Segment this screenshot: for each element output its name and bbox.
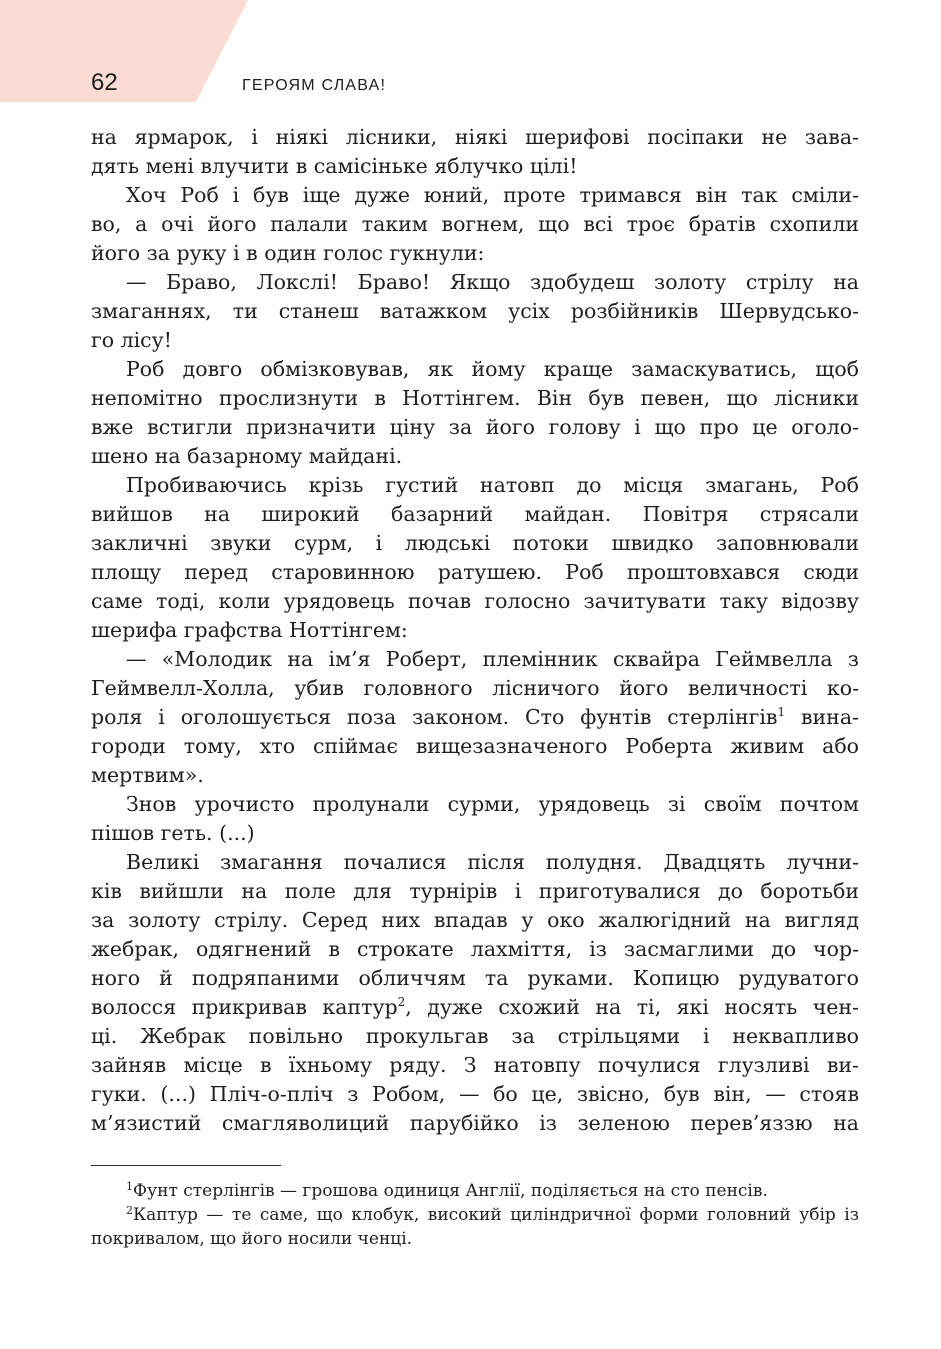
text-line: пішов геть. (...) xyxy=(91,821,255,845)
text-line: ці. Жебрак повільно прокульгав за стрільцями і неквапливо xyxy=(91,1024,859,1048)
story-text xyxy=(91,123,859,1138)
text-line: ного й подряпаними обличчям та руками. Копицю рудуватого xyxy=(91,966,859,990)
text-line: Роб довго обмізковував, як йому краще замаскуватись, щоб xyxy=(126,357,859,381)
text-line: шерифа графства Ноттінгем: xyxy=(91,618,408,642)
text-line: — «Молодик на ім’я Роберт, племінник сквайра Геймвелла з xyxy=(126,647,859,671)
footnote-text: Каптур — те саме, що клобук, високий циліндричної форми головний убір із xyxy=(133,1205,859,1225)
footnote-divider xyxy=(91,1165,281,1166)
text-line: вже встигли призначити ціну за його голову і що про це оголо- xyxy=(91,415,859,439)
text-line: жебрак, одягнений в строкате лахміття, із засмаглими до чор- xyxy=(91,937,859,961)
text-line: ків вийшли на поле для турнірів і приготувалися до боротьби xyxy=(91,879,859,903)
text-line: гуки. (...) Пліч-о-пліч з Робом, — бо це, звісно, був він, — стояв xyxy=(91,1082,859,1106)
footnote-text: Фунт стерлінгів — грошова одиниця Англії, поділяється на сто пенсів. xyxy=(133,1181,768,1201)
footnote-number: 1 xyxy=(126,1180,133,1193)
text-line: на ярмарок, і ніякі лісники, ніякі шерифові посіпаки не зава- xyxy=(91,125,859,149)
text-line: змаганнях, ти станеш ватажком усіх розбійників Шервудсько- xyxy=(91,299,859,323)
text-line: площу перед старовинною ратушею. Роб проштовхався сюди xyxy=(91,560,859,584)
text-fragment: вина- xyxy=(800,705,859,729)
footnote-marker: 2 xyxy=(397,995,406,1009)
text-line xyxy=(91,703,859,732)
text-fragment: , дуже схожий на ті, які носять чен- xyxy=(405,995,859,1019)
text-line: Хоч Роб і був іще дуже юний, проте тримався він так сміли- xyxy=(126,183,859,207)
text-line: городи тому, хто спіймає вищезазначеного Роберта живим або xyxy=(91,734,859,758)
footnote-number: 2 xyxy=(126,1204,133,1217)
footnote-2 xyxy=(91,1203,859,1227)
text-line: мертвим». xyxy=(91,763,204,787)
footnote-marker: 1 xyxy=(777,705,786,719)
text-line: м’язистий смагляволиций парубійко із зеленою перев’яззю на xyxy=(91,1111,859,1135)
text-line xyxy=(91,993,859,1022)
page-number: 62 xyxy=(91,69,118,96)
text-line: зайняв місце в їхньому ряду. З натовпу почулися глузливі ви- xyxy=(91,1053,859,1077)
text-line: во, а очі його палали таким вогнем, що всі троє братів схопили xyxy=(91,212,859,236)
text-line: — Браво, Локслі! Браво! Якщо здобудеш золоту стрілу на xyxy=(126,270,859,294)
text-line: за золоту стрілу. Серед них впадав у око жалюгідний на вигляд xyxy=(91,908,859,932)
running-title: ГЕРОЯМ СЛАВА! xyxy=(242,77,387,94)
text-line: Великі змагання почалися після полудня. Двадцять лучни- xyxy=(126,850,859,874)
text-fragment: роля і оголошується поза законом. Сто фунтів стерлінгів xyxy=(91,705,778,729)
footnote-1 xyxy=(91,1179,859,1203)
text-line: Знов урочисто пролунали сурми, урядовець зі своїм почтом xyxy=(126,792,859,816)
text-line: шено на базарному майдані. xyxy=(91,444,403,468)
text-line: Геймвелл-Холла, убив головного лісничого його величності ко- xyxy=(91,676,859,700)
corner-decoration xyxy=(0,0,248,102)
text-line: непомітно прослизнути в Ноттінгем. Він був певен, що лісники xyxy=(91,386,859,410)
text-line: закличні звуки сурм, і людські потоки швидко заповнювали xyxy=(91,531,859,555)
text-line: його за руку і в один голос гукнули: xyxy=(91,241,485,265)
text-line: Пробиваючись крізь густий натовп до місця змагань, Роб xyxy=(126,473,859,497)
footnote-2-continuation: покривалом, що його носили ченці. xyxy=(91,1229,413,1249)
text-line: го лісу! xyxy=(91,328,172,352)
text-line: вийшов на широкий базарний майдан. Повітря стрясали xyxy=(91,502,859,526)
footnotes xyxy=(91,1179,859,1251)
text-fragment: волосся прикривав каптур xyxy=(91,995,398,1019)
text-line: саме тоді, коли урядовець почав голосно зачитувати таку відозву xyxy=(91,589,859,613)
text-line: дять мені влучити в самісіньке яблучко цілі! xyxy=(91,154,578,178)
